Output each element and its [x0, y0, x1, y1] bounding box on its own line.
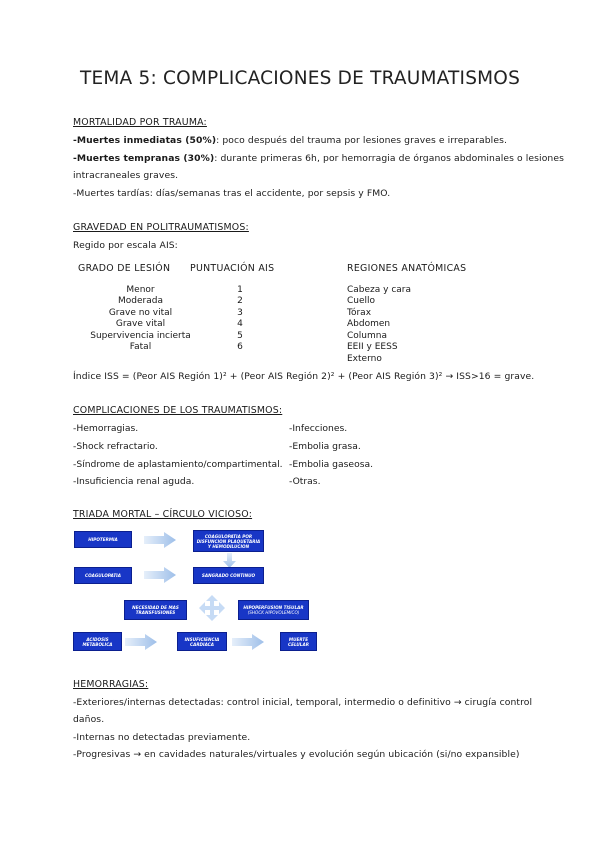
hemorragias-line-2: daños. [73, 714, 105, 725]
box-hipoperfusion [238, 600, 309, 620]
section-heading-triada: TRIADA MORTAL – CÍRCULO VICIOSO: [73, 509, 253, 520]
triada-diagram [72, 523, 319, 656]
gravedad-intro: Regido por escala AIS: [73, 240, 178, 251]
hemorragias-line-4: -Progresivas → en cavidades naturales/virtuales y evolución según ubicación (si/no expansible) [73, 749, 520, 760]
box-coagulopatia-plaquetaria: COAGULOPATIA POR DISFUNCION PLAQUETARIA Y HEMODILUCION [193, 530, 264, 552]
region-cell: Tórax [347, 308, 372, 318]
grado-cell: Menor [126, 285, 155, 295]
box-hipoperfusion-label: HIPOPERFUSION TISULAR [243, 605, 304, 610]
mortalidad-line-1-bold: -Muertes inmediatas (50%) [73, 135, 217, 146]
mortalidad-line-4: -Muertes tardías: días/semanas tras el accidente, por sepsis y FMO. [73, 188, 391, 199]
mortalidad-line-2 [73, 153, 564, 164]
complicacion-item: -Shock refractario. [73, 441, 158, 452]
grado-cell: Supervivencia incierta [90, 331, 191, 341]
iss-formula: Índice ISS = (Peor AIS Región 1)² + (Peor AIS Región 2)² + (Peor AIS Región 3)² → ISS>16 = grave. [73, 371, 535, 382]
arrow-right-icon [232, 634, 264, 650]
arrow-right-icon [144, 567, 176, 583]
mortalidad-line-2-bold: -Muertes tempranas (30%) [73, 153, 215, 164]
puntuacion-cell: 4 [237, 319, 243, 329]
puntuacion-cell: 2 [237, 296, 243, 306]
arrow-right-icon [125, 634, 157, 650]
box-hipoperfusion-sub: (SHOCK HIPOVOLEMICO) [247, 610, 300, 615]
cross-arrows-icon [199, 595, 225, 621]
box-sangrado-continuo: SANGRADO CONTINUO [193, 567, 264, 584]
box-hipotermia: HIPOTERMIA [74, 531, 132, 548]
arrow-right-icon [144, 532, 176, 548]
region-cell: EEII y EESS [347, 342, 398, 352]
mortalidad-line-2-rest: : durante primeras 6h, por hemorragia de órganos abdominales o lesiones [214, 153, 564, 164]
complicacion-item: -Infecciones. [289, 423, 348, 434]
mortalidad-line-1 [73, 135, 507, 146]
complicacion-item: -Síndrome de aplastamiento/compartimental. [73, 459, 283, 470]
region-cell: Externo [347, 354, 382, 364]
puntuacion-cell: 1 [237, 285, 243, 295]
puntuacion-cell: 5 [237, 331, 243, 341]
region-cell: Abdomen [347, 319, 391, 329]
puntuacion-cell: 3 [237, 308, 243, 318]
grado-cell: Grave vital [115, 319, 166, 329]
box-necesidad-transfusiones: NECESIDAD DE MAS TRANSFUSIONES [124, 600, 187, 620]
table-header-regiones: REGIONES ANATÓMICAS [347, 263, 467, 274]
mortalidad-line-1-rest: : poco después del trauma por lesiones graves e irreparables. [216, 135, 507, 146]
box-acidosis: ACIDOSIS METABOLICA [73, 632, 122, 651]
table-header-grado: GRADO DE LESIÓN [78, 263, 171, 274]
region-cell: Cuello [347, 296, 376, 306]
hemorragias-line-3: -Internas no detectadas previamente. [73, 732, 251, 743]
page-title: TEMA 5: COMPLICACIONES DE TRAUMATISMOS [79, 68, 521, 89]
box-insuficiencia-cardiaca: INSUFICIENCIA CARDIACA [177, 632, 227, 651]
grado-cell: Fatal [129, 342, 152, 352]
region-cell: Columna [347, 331, 387, 341]
section-heading-complicaciones: COMPLICACIONES DE LOS TRAUMATISMOS: [73, 405, 283, 416]
arrow-down-icon [223, 553, 236, 568]
complicacion-item: -Embolia grasa. [289, 441, 361, 452]
grado-cell: Grave no vital [108, 308, 173, 318]
box-muerte-celular: MUERTE CELULAR [280, 632, 317, 651]
puntuacion-cell: 6 [237, 342, 243, 352]
complicacion-item: -Hemorragias. [73, 423, 139, 434]
mortalidad-line-3: intracraneales graves. [73, 170, 179, 181]
hemorragias-line-1: -Exteriores/internas detectadas: control inicial, temporal, intermedio o definitivo → cirugía control [73, 697, 533, 708]
section-heading-hemorragias: HEMORRAGIAS: [73, 679, 149, 690]
grado-cell: Moderada [118, 296, 163, 306]
region-cell: Cabeza y cara [347, 285, 412, 295]
table-header-puntuacion: PUNTUACIÓN AIS [190, 263, 275, 274]
box-coagulopatia: COAGULOPATIA [74, 567, 132, 584]
section-heading-mortalidad: MORTALIDAD POR TRAUMA: [73, 117, 207, 128]
section-heading-gravedad: GRAVEDAD EN POLITRAUMATISMOS: [73, 222, 249, 233]
complicacion-item: -Insuficiencia renal aguda. [73, 476, 195, 487]
complicacion-item: -Embolia gaseosa. [289, 459, 374, 470]
complicacion-item: -Otras. [289, 476, 321, 487]
